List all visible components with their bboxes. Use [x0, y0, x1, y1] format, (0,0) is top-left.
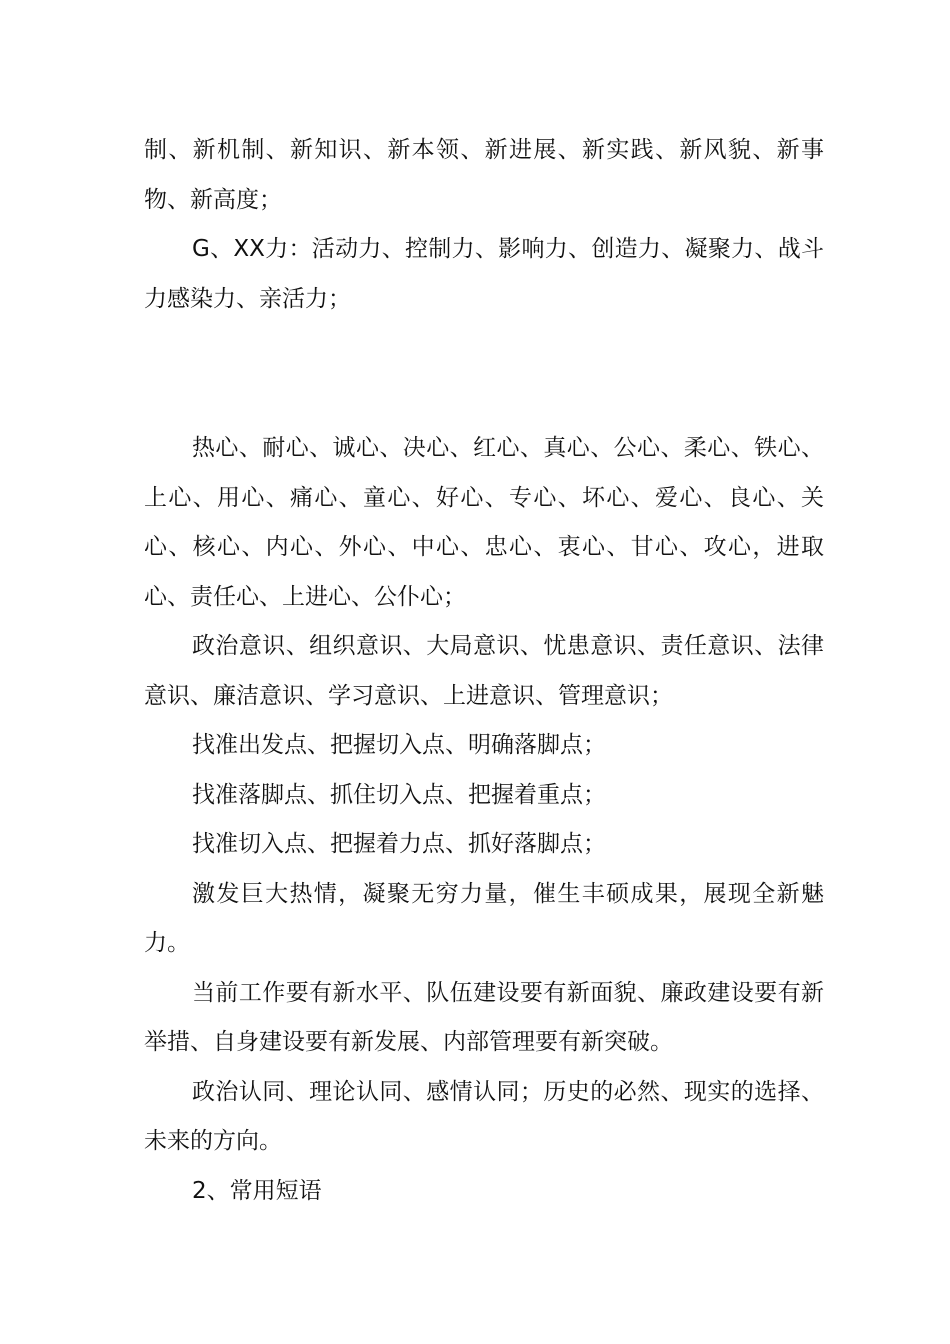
top-text-block — [144, 126, 824, 324]
paragraph-work-requirements: 当前工作要有新水平、队伍建设要有新面貌、廉政建设要有新举措、自身建设要有新发展、内部管理要有新突破。 — [144, 979, 824, 1055]
main-text-block — [144, 424, 824, 1216]
paragraph-power-list: G、XX力：活动力、控制力、影响力、创造力、凝聚力、战斗力感染力、亲活力； — [144, 236, 824, 312]
paragraph-points-1: 找准出发点、把握切入点、明确落脚点； — [192, 732, 606, 758]
paragraph-points-3: 找准切入点、把握着力点、抓好落脚点； — [192, 831, 606, 857]
paragraph-identity: 政治认同、理论认同、感情认同；历史的必然、现实的选择、未来的方向。 — [144, 1078, 824, 1154]
section-heading-common-phrases: 2、常用短语 — [192, 1177, 322, 1204]
paragraph-continuation: 制、新机制、新知识、新本领、新进展、新实践、新风貌、新事物、新高度； — [144, 137, 824, 213]
paragraph-points-2: 找准落脚点、抓住切入点、把握着重点； — [192, 781, 606, 808]
paragraph-heart-list: 热心、耐心、诚心、决心、红心、真心、公心、柔心、铁心、上心、用心、痛心、童心、好心、专心、坏心、爱心、良心、关心、核心、内心、外心、中心、忠心、衷心、甘心、攻心，进取心、责任心、上进心、公仆心； — [144, 435, 824, 610]
paragraph-awareness-list: 政治意识、组织意识、大局意识、忧患意识、责任意识、法律意识、廉洁意识、学习意识、上进意识、管理意识； — [144, 633, 824, 709]
paragraph-inspire: 激发巨大热情，凝聚无穷力量，催生丰硕成果，展现全新魅力。 — [144, 880, 824, 956]
